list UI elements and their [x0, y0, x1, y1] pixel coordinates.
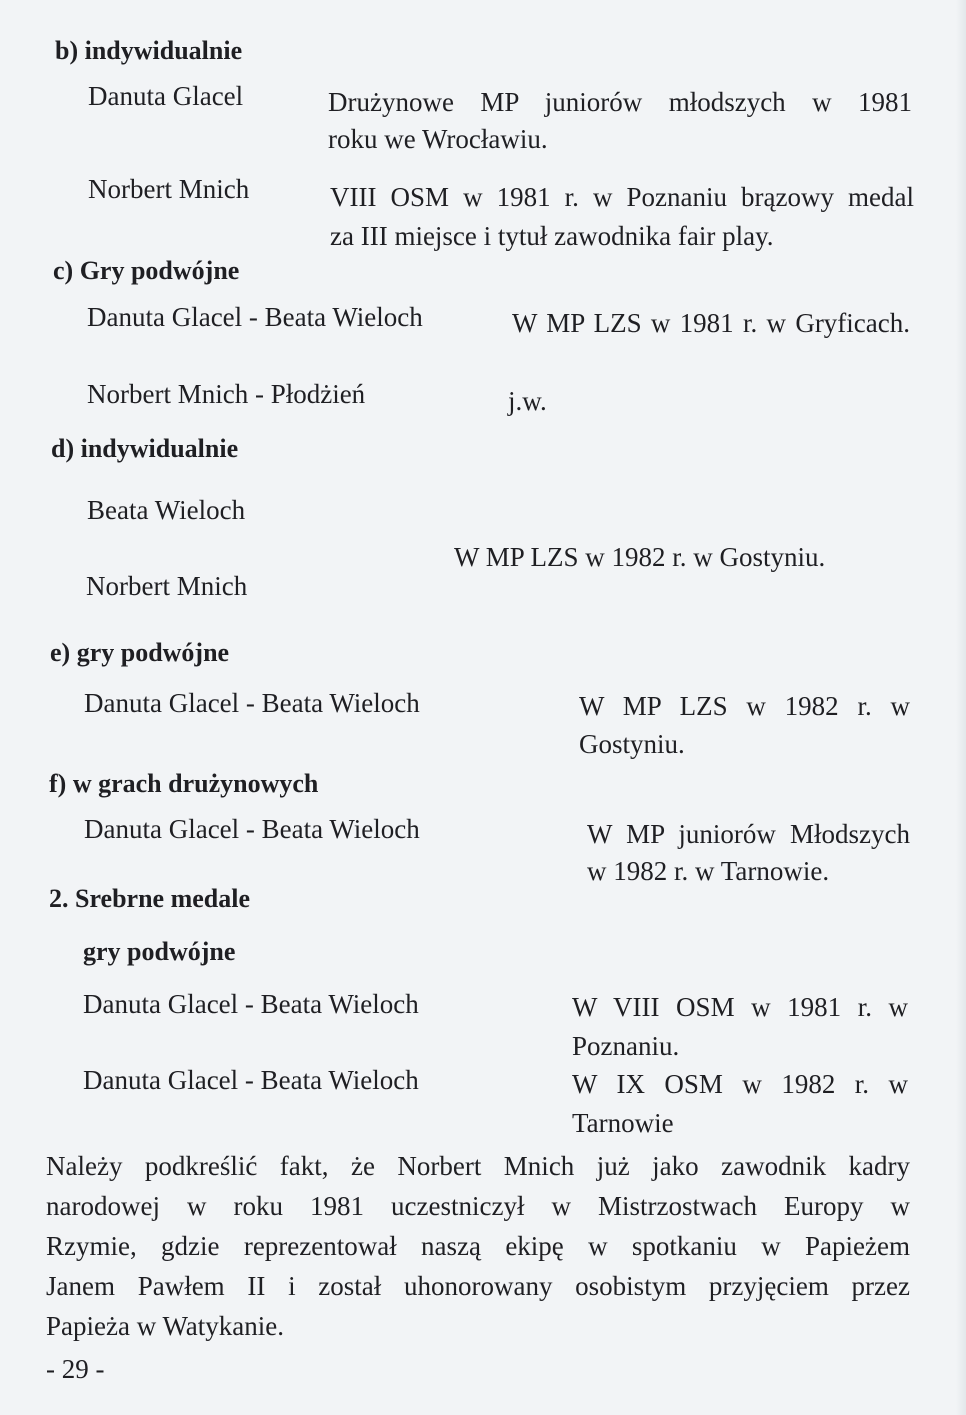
silver-heading: 2. Srebrne medale — [49, 884, 250, 913]
section-e-result-line2: Gostyniu. — [579, 729, 685, 759]
section-d-heading: d) indywidualnie — [51, 434, 239, 463]
section-b-result-1-line1: Drużynowe MP juniorów młodszych w 1981 — [328, 87, 912, 117]
closing-paragraph — [46, 1146, 910, 1346]
section-e-heading: e) gry podwójne — [50, 638, 230, 667]
silver-result-2-line2: Tarnowie — [572, 1108, 674, 1138]
paragraph-line: Rzymie, gdzie reprezentował naszą ekipę w spotkaniu w Papieżem — [46, 1231, 910, 1261]
section-f-result-line2: w 1982 r. w Tarnowie. — [587, 856, 830, 886]
paragraph-line: Papieża w Watykanie. — [46, 1311, 284, 1341]
section-b-result-2-line1: VIII OSM w 1981 r. w Poznaniu brązowy medal — [330, 182, 914, 212]
paragraph-line: narodowej w roku 1981 uczestniczył w Mistrzostwach Europy w — [46, 1191, 910, 1221]
section-c-name-2: Norbert Mnich - Płodżień — [87, 379, 366, 409]
silver-result-2-line1: W IX OSM w 1982 r. w — [572, 1069, 908, 1099]
page-number: - 29 - — [46, 1354, 105, 1384]
silver-result-1-line2: Poznaniu. — [572, 1031, 680, 1061]
paragraph-line: Należy podkreślić fakt, że Norbert Mnich już jako zawodnik kadry — [46, 1151, 910, 1181]
section-d-name-2: Norbert Mnich — [86, 571, 248, 601]
section-b-heading: b) indywidualnie — [55, 36, 243, 65]
section-b-name-1: Danuta Glacel — [88, 81, 244, 111]
page-spine-shadow — [956, 0, 966, 1415]
section-f-heading: f) w grach drużynowych — [49, 769, 319, 798]
section-f-name: Danuta Glacel - Beata Wieloch — [84, 814, 420, 844]
section-b-result-2-line2: za III miejsce i tytuł zawodnika fair play. — [330, 221, 774, 251]
paragraph-line: Janem Pawłem II i został uhonorowany osobistym przyjęciem przez — [46, 1271, 910, 1301]
silver-name-2: Danuta Glacel - Beata Wieloch — [83, 1065, 419, 1095]
section-c-result-1: W MP LZS w 1981 r. w Gryficach. — [512, 308, 910, 338]
section-d-result: W MP LZS w 1982 r. w Gostyniu. — [454, 542, 826, 572]
section-c-result-2: j.w. — [508, 386, 547, 416]
section-e-result-line1: W MP LZS w 1982 r. w — [579, 691, 910, 721]
silver-name-1: Danuta Glacel - Beata Wieloch — [83, 989, 419, 1019]
silver-subheading: gry podwójne — [83, 937, 236, 966]
section-b-result-1-line2: roku we Wrocławiu. — [328, 124, 548, 154]
section-f-result-line1: W MP juniorów Młodszych — [587, 819, 910, 849]
section-e-name: Danuta Glacel - Beata Wieloch — [84, 688, 420, 718]
section-c-heading: c) Gry podwójne — [53, 256, 240, 285]
section-b-name-2: Norbert Mnich — [88, 174, 250, 204]
section-d-name-1: Beata Wieloch — [87, 495, 246, 525]
silver-result-1-line1: W VIII OSM w 1981 r. w — [572, 992, 908, 1022]
section-c-name-1: Danuta Glacel - Beata Wieloch — [87, 302, 423, 332]
